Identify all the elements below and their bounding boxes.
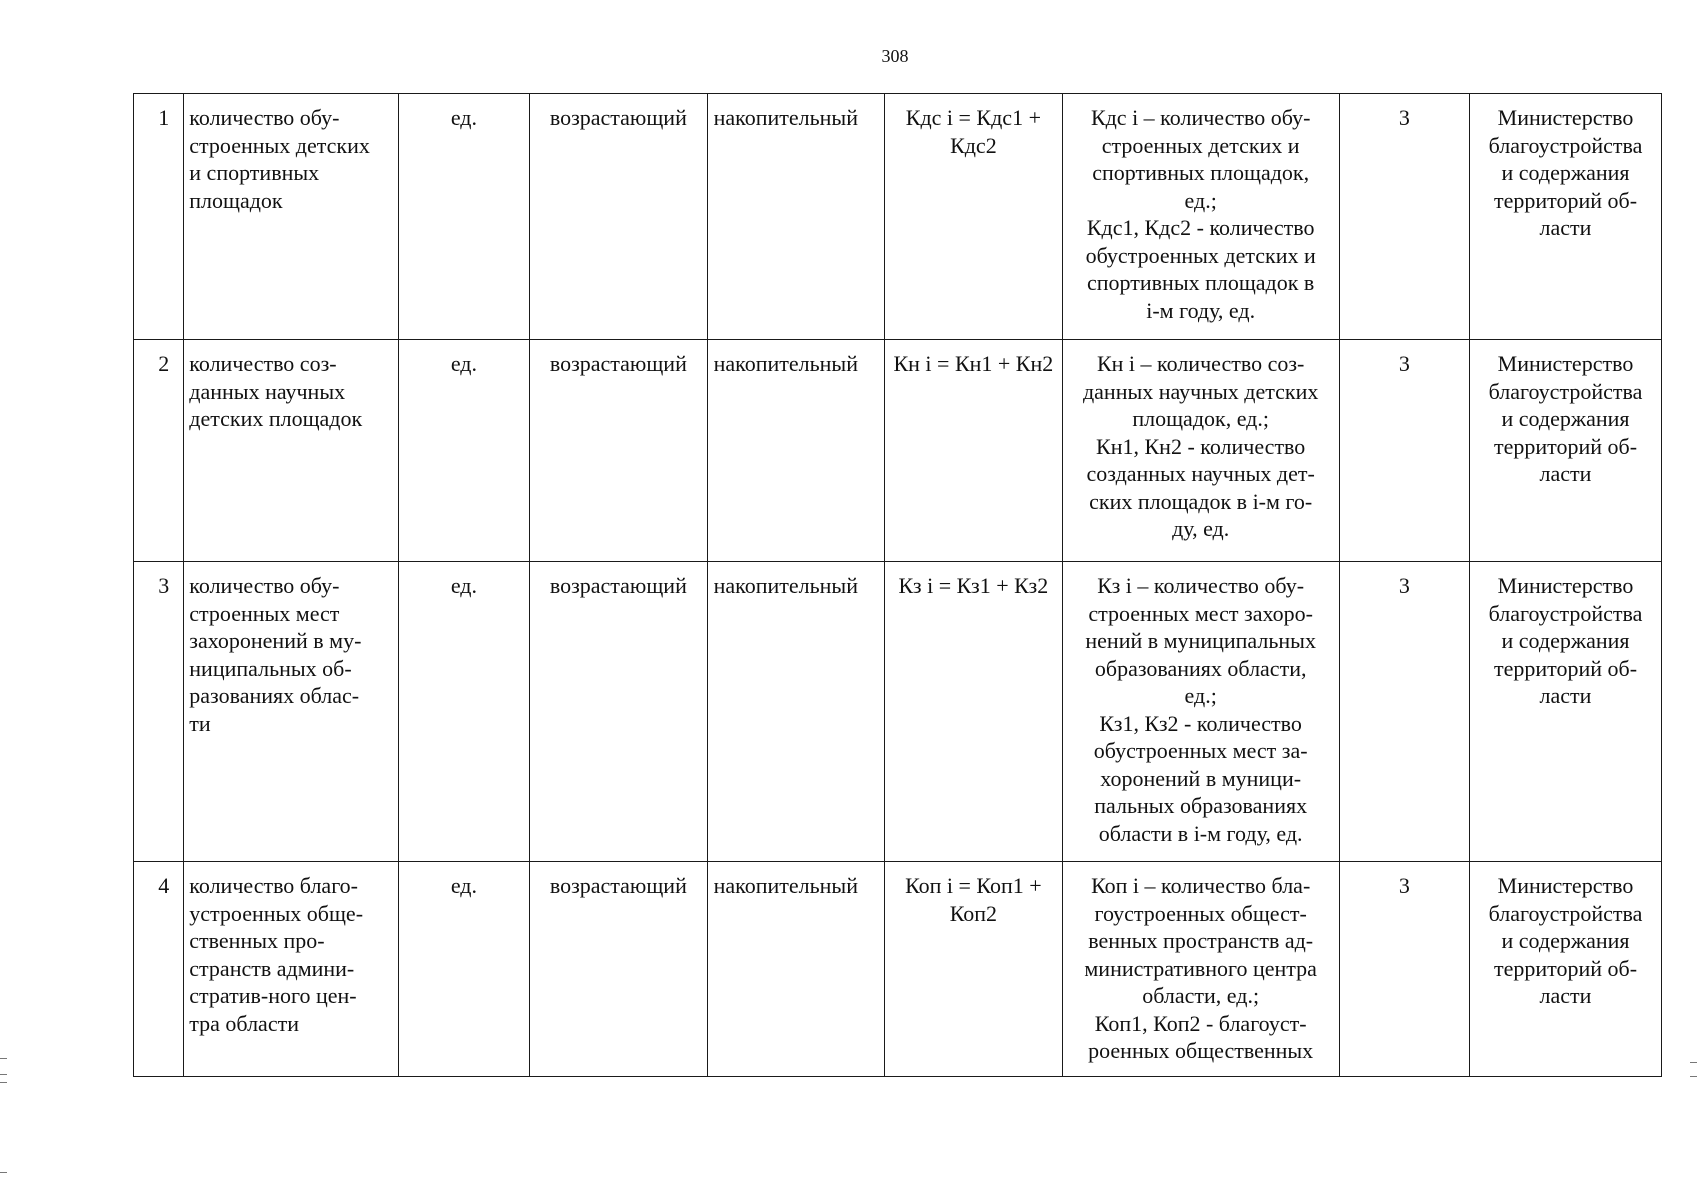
table-row <box>134 94 1662 340</box>
indicator-name <box>184 562 398 862</box>
formula-cell <box>885 862 1063 1077</box>
indicator-name-text: количество обу- строенных мест захоронений в му- ниципальных об- разованиях облас- ти <box>189 573 362 736</box>
type-cell: накопительный <box>707 562 885 862</box>
table-row <box>134 562 1662 862</box>
scan-edge-mark <box>0 1058 7 1059</box>
type-cell: накопительный <box>707 862 885 1077</box>
direction-cell: возрастающий <box>530 562 708 862</box>
method-cell: 3 <box>1339 562 1469 862</box>
unit-cell: ед. <box>398 340 529 562</box>
description-cell <box>1062 340 1339 562</box>
method-cell: 3 <box>1339 862 1469 1077</box>
responsible-text: Министерство благоустройства и содержания территорий об- ласти <box>1488 105 1643 240</box>
direction-cell: возрастающий <box>530 94 708 340</box>
unit-cell: ед. <box>398 862 529 1077</box>
responsible-cell <box>1470 340 1662 562</box>
direction-cell: возрастающий <box>530 340 708 562</box>
scan-edge-mark <box>1690 1062 1697 1063</box>
scan-edge-mark <box>0 1172 7 1173</box>
unit-cell: ед. <box>398 94 529 340</box>
type-cell: накопительный <box>707 94 885 340</box>
table-row <box>134 340 1662 562</box>
method-cell: 3 <box>1339 340 1469 562</box>
description-text: Кн i – количество соз- данных научных детских площадок, ед.; Кн1, Кн2 - количество созданных научных дет- ских площадок в i-м го- ду, ед. <box>1082 351 1319 541</box>
responsible-cell <box>1470 862 1662 1077</box>
indicator-name <box>184 862 398 1077</box>
description-text: Кз i – количество обу- строенных мест захоро- нений в муниципальных образованиях области, ед.; Кз1, Кз2 - количество обустроенных мест за- хоронений в муници- пальных образованиях области в i-м году, ед. <box>1085 573 1316 846</box>
indicator-name-text: количество обу- строенных детских и спортивных площадок <box>189 105 370 213</box>
indicator-name <box>184 94 398 340</box>
page-number: 308 <box>881 46 909 66</box>
formula-cell <box>885 562 1063 862</box>
formula-text: Коп i = Коп1 + Коп2 <box>905 873 1042 926</box>
indicator-name-text: количество благо- устроенных обще- ственных про- странств админи- стратив-ного цен- тра области <box>189 873 364 1036</box>
row-number: 2 <box>134 340 184 562</box>
row-number: 4 <box>134 862 184 1077</box>
responsible-cell <box>1470 562 1662 862</box>
formula-text: Кдс i = Кдс1 + Кдс2 <box>905 105 1041 158</box>
formula-cell <box>885 340 1063 562</box>
direction-cell: возрастающий <box>530 862 708 1077</box>
scan-edge-mark <box>0 1082 7 1083</box>
responsible-cell <box>1470 94 1662 340</box>
unit-cell: ед. <box>398 562 529 862</box>
formula-text: Кз i = Кз1 + Кз2 <box>898 573 1049 598</box>
responsible-text: Министерство благоустройства и содержания территорий об- ласти <box>1488 351 1643 486</box>
responsible-text: Министерство благоустройства и содержания территорий об- ласти <box>1488 873 1643 1008</box>
method-cell: 3 <box>1339 94 1469 340</box>
formula-text: Кн i = Кн1 + Кн2 <box>893 351 1054 376</box>
indicator-name <box>184 340 398 562</box>
formula-cell <box>885 94 1063 340</box>
row-number: 3 <box>134 562 184 862</box>
indicator-name-text: количество соз- данных научных детских площадок <box>189 351 363 431</box>
description-cell <box>1062 862 1339 1077</box>
scan-edge-mark <box>0 1074 7 1075</box>
table-row <box>134 862 1662 1077</box>
type-cell: накопительный <box>707 340 885 562</box>
description-cell <box>1062 94 1339 340</box>
description-text: Кдс i – количество обу- строенных детских и спортивных площадок, ед.; Кдс1, Кдс2 - количество обустроенных детских и спортивных площадок в i-м году, ед. <box>1085 105 1316 323</box>
row-number: 1 <box>134 94 184 340</box>
indicators-table <box>133 93 1662 1077</box>
description-text: Коп i – количество бла- гоустроенных общест- венных пространств ад- министративного центра области, ед.; Коп1, Коп2 - благоуст- роенных общественных <box>1084 873 1317 1063</box>
scan-edge-mark <box>1690 1076 1697 1077</box>
responsible-text: Министерство благоустройства и содержания территорий об- ласти <box>1488 573 1643 708</box>
description-cell <box>1062 562 1339 862</box>
